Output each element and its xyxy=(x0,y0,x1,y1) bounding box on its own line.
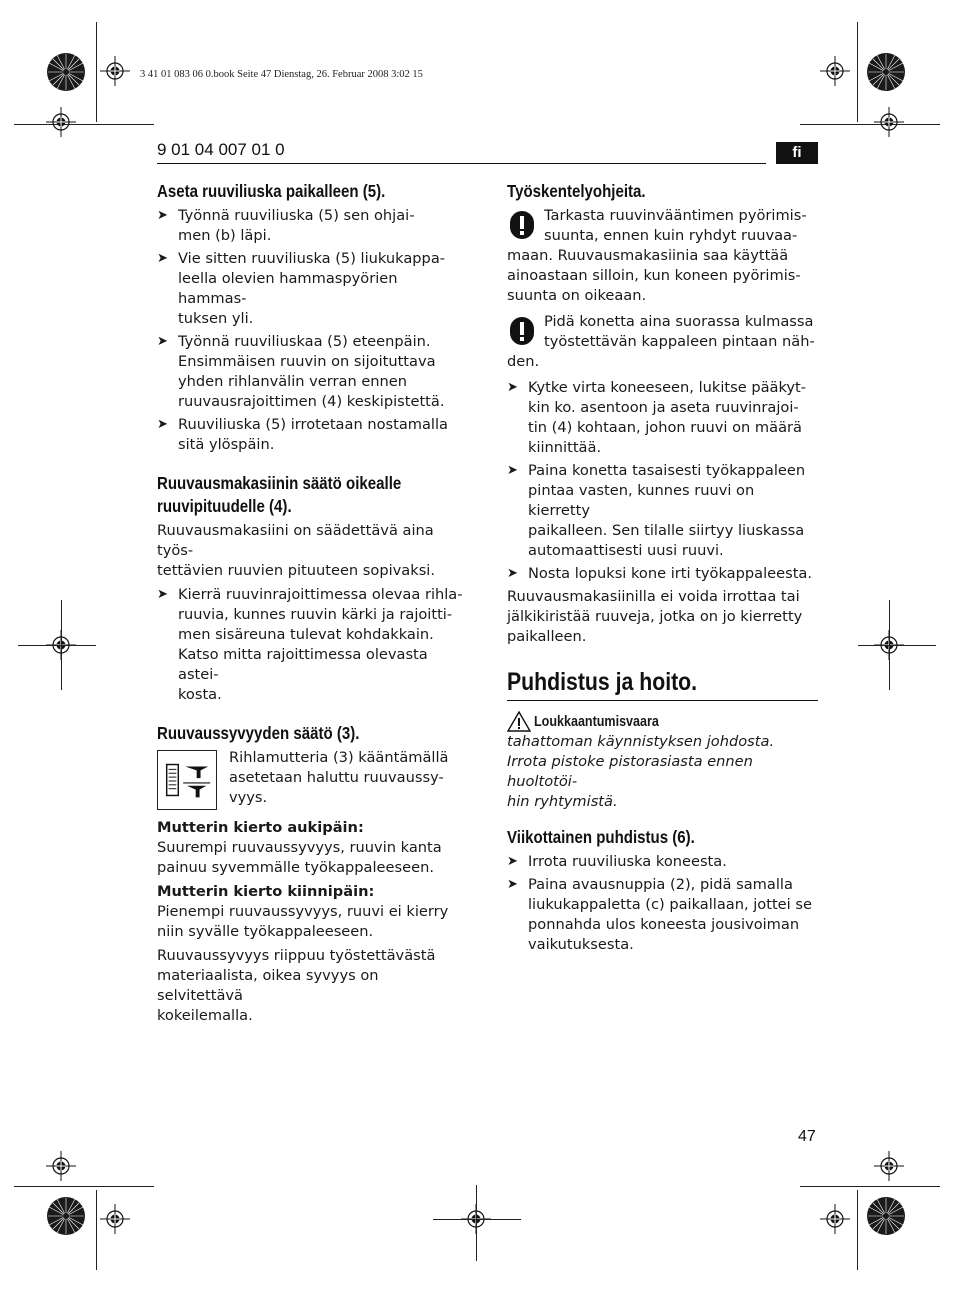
depth-setting-block xyxy=(157,748,469,810)
arrowhead-bullet-icon: ➤ xyxy=(157,417,168,432)
subheading: Mutterin kierto kiinnipäin: xyxy=(157,883,375,900)
notice-text: Pidä konetta aina suorassa kulmassa työstettävän kappaleen pintaan näh- den. xyxy=(507,313,815,370)
list-item xyxy=(507,852,819,872)
list-item xyxy=(157,206,469,246)
crop-line xyxy=(800,124,940,125)
language-tab: fi xyxy=(776,142,818,164)
registration-mark-icon xyxy=(100,1204,130,1234)
crop-line xyxy=(858,645,936,646)
crop-line xyxy=(96,22,97,122)
paragraph: Pienempi ruuvaussyvyys, ruuvi ei kierry niin syvälle työkappaleeseen. xyxy=(157,903,449,940)
crop-line xyxy=(96,1190,97,1270)
list-item-text: Kytke virta koneeseen, lukitse pääkyt- kin ko. asentoon ja aseta ruuvinrajoi- tin (4) kohtaan, johon ruuvi on määrä kiinnittää. xyxy=(528,379,807,456)
title-rule xyxy=(507,700,818,701)
registration-mark-icon xyxy=(820,56,850,86)
arrowhead-bullet-icon: ➤ xyxy=(157,208,168,223)
list-item-text: Työnnä ruuviliuska (5) sen ohjai- men (b) läpi. xyxy=(178,207,415,244)
list-item-text: Vie sitten ruuviliuska (5) liukukappa- leella olevien hammaspyörien hammas- tuksen yli. xyxy=(178,250,446,327)
registration-mark-icon xyxy=(100,56,130,86)
section-title: Työskentelyohjeita. xyxy=(507,181,646,201)
list-item-text: Paina avausnuppia (2), pidä samalla liukukappaletta (c) paikallaan, jottei se ponnahda ulos koneesta jousivoiman vaikutuksesta. xyxy=(528,876,812,953)
list-item-text: Työnnä ruuviliuskaa (5) eteenpäin. Ensimmäisen ruuvin on sijoituttava yhden rihlanvälin verran ennen ruuvausrajoittimen (4) keskipistettä. xyxy=(178,333,445,410)
list-item-text: Paina konetta tasaisesti työkappaleen pintaa vasten, kunnes ruuvi on kierretty paikalleen. Sen tilalle siirtyy liuskassa automaattisesti uusi ruuvi. xyxy=(528,462,806,559)
list-item xyxy=(157,415,469,455)
paragraph: Ruuvausmakasiini on säädettävä aina työs- tettävien ruuvien pituuteen sopivaksi. xyxy=(157,522,435,579)
registration-wheel-icon xyxy=(46,52,86,92)
section-title: Ruuvaussyvyyden säätö (3). xyxy=(157,723,360,743)
crop-line xyxy=(889,600,890,690)
subheading: Mutterin kierto aukipäin: xyxy=(157,819,364,836)
arrowhead-bullet-icon: ➤ xyxy=(507,566,518,581)
crop-line xyxy=(800,1186,940,1187)
page-number: 47 xyxy=(798,1128,816,1145)
list-item xyxy=(157,585,469,705)
exclamation-notice-icon xyxy=(507,314,537,348)
list-item xyxy=(507,875,819,955)
notice-text: Tarkasta ruuvinvääntimen pyörimis- suunta, ennen kuin ryhdyt ruuvaa- maan. Ruuvausmakasiinia saa käyttää ainoastaan silloin, kun koneen pyörimis- suunta on oikeaan. xyxy=(507,207,807,304)
notice-block xyxy=(507,312,819,372)
warning-triangle-icon xyxy=(507,711,531,732)
crop-line xyxy=(14,124,154,125)
crop-line xyxy=(14,1186,154,1187)
header-rule xyxy=(157,163,766,164)
section-title: Aseta ruuviliuska paikalleen (5). xyxy=(157,181,386,201)
paragraph: Ruuvaussyvyys riippuu työstettävästä materiaalista, oikea syvyys on selvitettävä kokeilemalla. xyxy=(157,947,436,1024)
list-item xyxy=(507,564,819,584)
registration-wheel-icon xyxy=(866,52,906,92)
registration-mark-icon xyxy=(874,107,904,137)
section-title: Viikottainen puhdistus (6). xyxy=(507,827,695,847)
list-item xyxy=(157,249,469,329)
list-item-text: Irrota ruuviliuska koneesta. xyxy=(528,853,727,870)
notice-block xyxy=(507,206,819,306)
crop-line xyxy=(857,1190,858,1270)
crop-line xyxy=(857,22,858,122)
paragraph: Rihlamutteria (3) kääntämällä asetetaan haluttu ruuvaussy- vyys. xyxy=(229,749,449,806)
crop-line xyxy=(61,600,62,690)
arrowhead-bullet-icon: ➤ xyxy=(157,251,168,266)
danger-label: Loukkaantumisvaara xyxy=(534,713,659,730)
danger-text: Irrota pistoke pistorasiasta ennen huoltotöi- hin ryhtymistä. xyxy=(507,753,753,810)
arrowhead-bullet-icon: ➤ xyxy=(157,334,168,349)
depth-setting-illustration xyxy=(157,750,217,810)
list-item xyxy=(507,378,819,458)
right-column xyxy=(507,180,819,958)
list-item-text: Nosta lopuksi kone irti työkappaleesta. xyxy=(528,565,813,582)
paragraph: Suurempi ruuvaussyvyys, ruuvin kanta painuu syvemmälle työkappaleeseen. xyxy=(157,839,442,876)
left-column xyxy=(157,180,469,1030)
crop-line xyxy=(18,645,96,646)
registration-mark-icon xyxy=(820,1204,850,1234)
chapter-title: Puhdistus ja hoito. xyxy=(507,668,698,696)
danger-heading xyxy=(507,711,819,732)
paragraph: Ruuvausmakasiinilla ei voida irrottaa tai jälkikiristää ruuveja, jotka on jo kierretty paikalleen. xyxy=(507,588,803,645)
crop-line xyxy=(476,1185,477,1261)
arrowhead-bullet-icon: ➤ xyxy=(157,587,168,602)
registration-mark-icon xyxy=(874,1151,904,1181)
registration-wheel-icon xyxy=(866,1196,906,1236)
arrowhead-bullet-icon: ➤ xyxy=(507,380,518,395)
exclamation-notice-icon xyxy=(507,208,537,242)
arrowhead-bullet-icon: ➤ xyxy=(507,854,518,869)
list-item-text: Kierrä ruuvinrajoittimessa olevaa rihla- ruuvia, kunnes ruuvin kärki ja rajoitti- men sisäreuna tulevat kohdakkain. Katso mitta rajoittimessa olevasta astei- kosta. xyxy=(178,586,463,703)
list-item xyxy=(157,332,469,412)
list-item-text: Ruuviliuska (5) irrotetaan nostamalla sitä ylöspäin. xyxy=(178,416,448,453)
arrowhead-bullet-icon: ➤ xyxy=(507,463,518,478)
registration-mark-icon xyxy=(46,107,76,137)
danger-text: tahattoman käynnistyksen johdosta. xyxy=(507,733,775,750)
list-item xyxy=(507,461,819,561)
arrowhead-bullet-icon: ➤ xyxy=(507,877,518,892)
doc-number: 9 01 04 007 01 0 xyxy=(157,140,285,159)
section-title: Ruuvausmakasiinin säätö oikealle ruuvipituudelle (4). xyxy=(157,473,402,516)
registration-wheel-icon xyxy=(46,1196,86,1236)
crop-line xyxy=(433,1219,521,1220)
registration-mark-icon xyxy=(46,1151,76,1181)
print-header: 3 41 01 083 06 0.book Seite 47 Dienstag, 26. Februar 2008 3:02 15 xyxy=(140,69,423,80)
